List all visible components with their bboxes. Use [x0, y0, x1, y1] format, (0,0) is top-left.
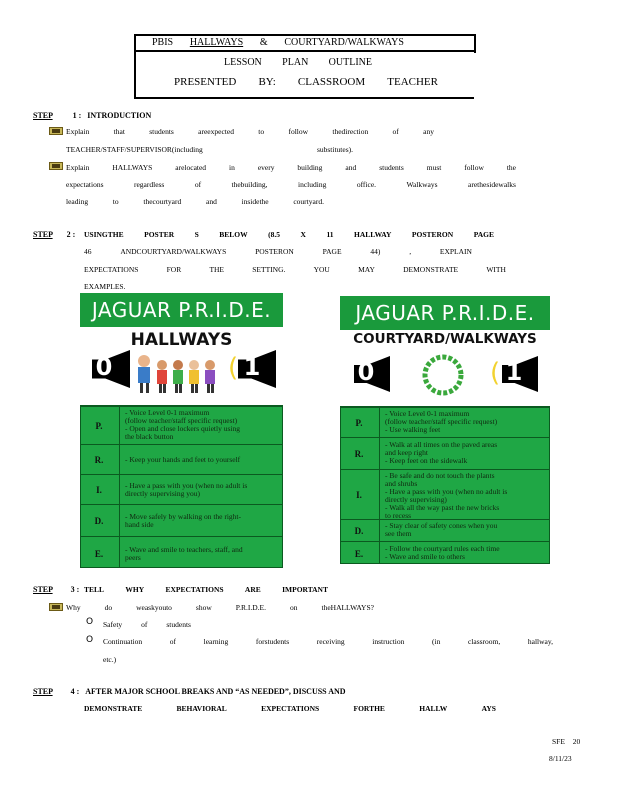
circle-bullet: O: [86, 635, 94, 645]
bullet-hand-icon: [49, 127, 63, 135]
bullet-hand-icon: [49, 162, 63, 170]
step1-heading: STEP 1 : INTRODUCTION: [33, 111, 152, 120]
poster-banner: JAGUAR P.R.I.D.E.: [340, 296, 550, 330]
voice-level-right: 1: [505, 358, 523, 386]
poster-banner: JAGUAR P.R.I.D.E.: [80, 293, 283, 327]
pride-row: P. - Voice Level 0-1 maximum (follow teacher/staff specific request) - Use walking feet: [341, 407, 549, 437]
step4-line2: DEMONSTRATE BEHAVIORAL EXPECTATIONS FORTHE HALLW AYS: [84, 704, 496, 713]
footer-code: SFE 20: [552, 737, 581, 746]
poster-subtitle: HALLWAYS: [130, 330, 233, 350]
step3-option1: Safety of students: [103, 620, 191, 629]
pride-row: R. - Keep your hands and feet to yourself: [81, 444, 282, 474]
pride-row: E. - Wave and smile to teachers, staff, and peers: [81, 536, 282, 569]
step2-line2: 46 ANDCOURTYARD/WALKWAYS POSTERON PAGE 44) , EXPLAIN: [84, 247, 472, 256]
pride-row: D. - Stay clear of safety cones when you see them: [341, 519, 549, 541]
step3-option2: Continuation of learning forstudents receiving instruction (in classroom, hallway,: [103, 637, 553, 646]
voice-level-left: 0: [357, 358, 375, 386]
paren-left: (: [490, 358, 501, 388]
pride-row: I. - Have a pass with you (when no adult is directly supervising you): [81, 474, 282, 504]
pride-table: [80, 405, 283, 568]
step2-line3: EXPECTATIONS FOR THE SETTING. YOU MAY DEMONSTRATE WITH: [84, 265, 506, 274]
voice-level-left: 0: [95, 353, 113, 381]
step2-heading: STEP 2 :: [33, 230, 76, 239]
poster-subtitle: COURTYARD/WALKWAYS: [353, 331, 537, 347]
pride-row: R. - Walk at all times on the paved areas and keep right - Keep feet on the sidewalk: [341, 437, 549, 469]
header-rule: [134, 50, 476, 52]
header-line-1: PBIS HALLWAYS & COURTYARD/WALKWAYS: [152, 37, 404, 48]
step1-bullet1-line1: Explain that students areexpected to follow thedirection of any: [66, 127, 434, 136]
circle-bullet: O: [86, 617, 94, 627]
step1-bullet2-line1: Explain HALLWAYS arelocated in every building and students must follow the: [66, 163, 516, 172]
pride-table: [340, 406, 550, 564]
step1-bullet2-line3: leading to thecourtyard and insidethe courtyard.: [66, 197, 324, 206]
voice-level-right: 1: [243, 353, 261, 381]
courtyard-poster: [340, 296, 550, 566]
step3-option2-line2: etc.): [103, 655, 117, 664]
step2-line4: EXAMPLES.: [84, 282, 126, 291]
step1-bullet2-line2: expectations regardless of thebuilding, including office. Walkways arethesidewalks: [66, 180, 516, 189]
step3-question: Why do weaskyouto show P.R.I.D.E. on theHALLWAYS?: [66, 603, 374, 612]
step1-bullet1-line2: TEACHER/STAFF/SUPERVISOR(including substitutes).: [66, 145, 353, 154]
students-illustration: [134, 351, 226, 395]
plant-circle-icon: [422, 354, 464, 396]
footer-date: 8/11/23: [549, 754, 572, 763]
pride-row: I. - Be safe and do not touch the plants and shrubs - Have a pass with you (when no adult is directly supervising) - Walk all the way past the new bricks to recess: [341, 469, 549, 519]
step2-line1: USINGTHE POSTER S BELOW (8.5 X 11 HALLWAY POSTERON PAGE: [84, 230, 494, 239]
pride-row: D. - Move safely by walking on the right- hand side: [81, 504, 282, 536]
pride-row: P. - Voice Level 0-1 maximum (follow teacher/staff specific request) - Open and close lockers quietly using the black button: [81, 406, 282, 444]
step3-heading: STEP 3 :: [33, 585, 80, 594]
paren-left: (: [228, 353, 239, 383]
hallways-poster: [80, 293, 283, 568]
header-line-2: LESSON PLAN OUTLINE: [224, 57, 372, 68]
step4-heading: STEP 4 : AFTER MAJOR SCHOOL BREAKS AND “AS NEEDED”, DISCUSS AND: [33, 687, 346, 696]
bullet-hand-icon: [49, 603, 63, 611]
step3-title: TELL WHY EXPECTATIONS ARE IMPORTANT: [84, 585, 328, 594]
pride-row: E. - Follow the courtyard rules each time - Wave and smile to others: [341, 541, 549, 565]
header-line-3: PRESENTED BY: CLASSROOM TEACHER: [174, 76, 438, 88]
